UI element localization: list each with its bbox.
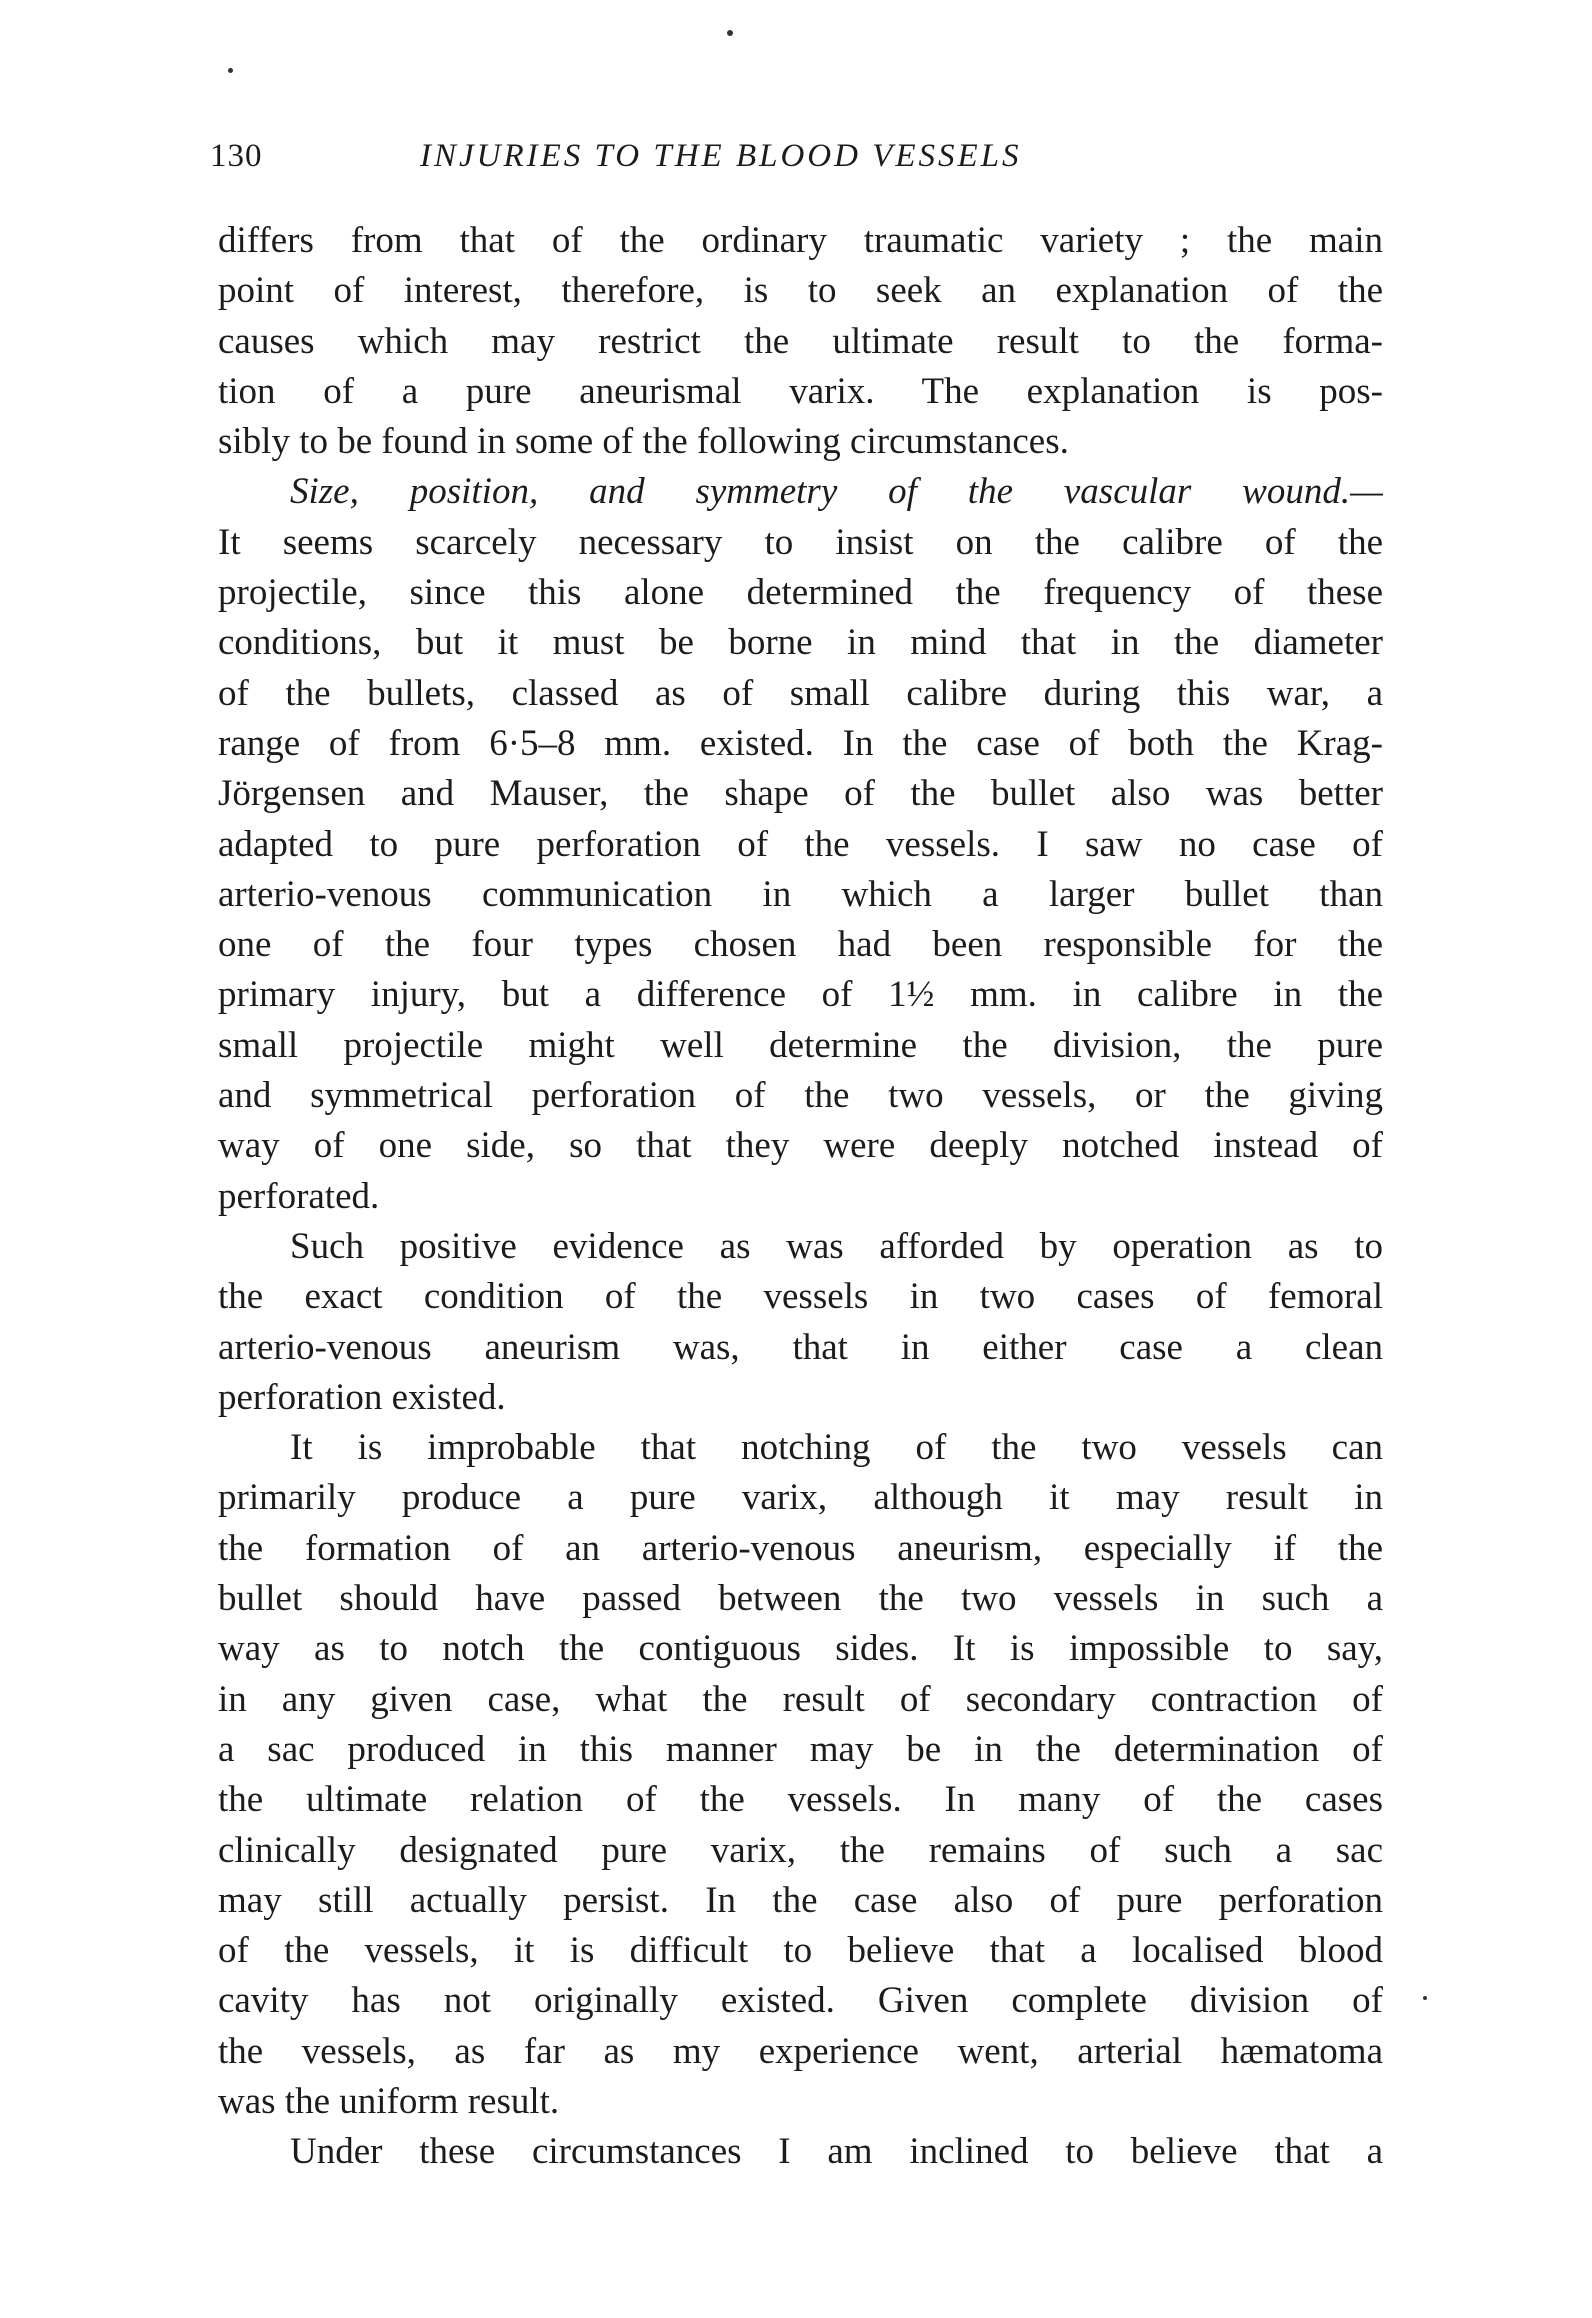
- body-text: [218, 216, 1383, 2178]
- print-speck: [228, 68, 233, 73]
- text-line: the ultimate relation of the vessels. In many of the cases: [218, 1779, 1383, 1821]
- running-title: INJURIES TO THE BLOOD VESSELS: [420, 138, 1022, 174]
- text-line: and symmetrical perforation of the two vessels, or the giving: [218, 1075, 1383, 1117]
- text-line: the vessels, as far as my experience went, arterial hæmatoma: [218, 2030, 1383, 2072]
- text-line: It is improbable that notching of the two vessels can: [290, 1427, 1383, 1469]
- text-line: arterio-venous communication in which a larger bullet than: [218, 873, 1383, 915]
- text-line: Under these circumstances I am inclined to believe that a: [290, 2131, 1383, 2173]
- text-line: It seems scarcely necessary to insist on the calibre of the: [218, 521, 1383, 563]
- text-line: cavity has not originally existed. Given complete division of: [218, 1980, 1383, 2022]
- text-line: Jörgensen and Mauser, the shape of the bullet also was better: [218, 773, 1383, 815]
- page-number: 130: [210, 138, 263, 174]
- text-line: primary injury, but a difference of 1½ mm. in calibre in the: [218, 974, 1383, 1016]
- text-line: range of from 6·5–8 mm. existed. In the case of both the Krag-: [218, 722, 1383, 764]
- text-line: perforated.: [218, 1175, 380, 1217]
- text-line: causes which may restrict the ultimate result to the forma-: [218, 320, 1383, 362]
- print-speck: [1423, 1996, 1427, 2000]
- text-line: point of interest, therefore, is to seek an explanation of the: [218, 270, 1383, 312]
- text-line: way of one side, so that they were deeply notched instead of: [218, 1125, 1383, 1167]
- text-line: differs from that of the ordinary traumatic variety ; the main: [218, 220, 1383, 261]
- text-line: of the vessels, it is difficult to believe that a localised blood: [218, 1930, 1383, 1972]
- print-speck: [727, 30, 733, 36]
- text-line: clinically designated pure varix, the remains of such a sac: [218, 1829, 1383, 1871]
- text-line: way as to notch the contiguous sides. It is impossible to say,: [218, 1628, 1383, 1670]
- text-line: was the uniform result.: [218, 2080, 560, 2122]
- text-line: adapted to pure perforation of the vessels. I saw no case of: [218, 823, 1383, 865]
- text-line: arterio-venous aneurism was, that in either case a clean: [218, 1326, 1383, 1368]
- text-line: primarily produce a pure varix, although it may result in: [218, 1477, 1383, 1519]
- text-line: conditions, but it must be borne in mind that in the diameter: [218, 622, 1383, 664]
- text-line: bullet should have passed between the two vessels in such a: [218, 1578, 1383, 1620]
- text-line: sibly to be found in some of the following circumstances.: [218, 421, 1069, 463]
- text-line: the exact condition of the vessels in two cases of femoral: [218, 1276, 1383, 1318]
- text-line: may still actually persist. In the case also of pure perforation: [218, 1879, 1383, 1921]
- text-line: the formation of an arterio-venous aneurism, especially if the: [218, 1527, 1383, 1569]
- text-line: in any given case, what the result of secondary contraction of: [218, 1678, 1383, 1720]
- section-heading-line: Size, position, and symmetry of the vascular wound.—: [290, 471, 1383, 513]
- text-line: of the bullets, classed as of small calibre during this war, a: [218, 672, 1383, 714]
- running-head: [210, 138, 1386, 188]
- text-line: one of the four types chosen had been responsible for the: [218, 924, 1383, 966]
- text-line: tion of a pure aneurismal varix. The explanation is pos-: [218, 370, 1383, 412]
- text-line: Such positive evidence as was afforded by operation as to: [290, 1225, 1383, 1267]
- text-line: a sac produced in this manner may be in the determination of: [218, 1728, 1383, 1770]
- text-line: projectile, since this alone determined the frequency of these: [218, 572, 1383, 614]
- text-line: small projectile might well determine the division, the pure: [218, 1024, 1383, 1066]
- text-line: perforation existed.: [218, 1376, 506, 1418]
